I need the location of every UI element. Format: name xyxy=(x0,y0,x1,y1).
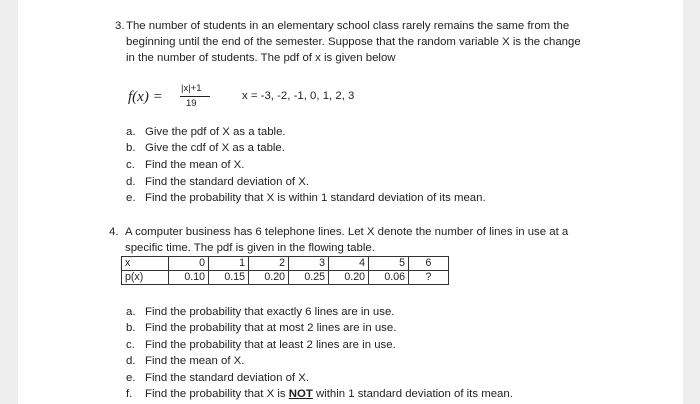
table-cell-x-4: 4 xyxy=(329,257,369,271)
table-cell-p-1: 0.15 xyxy=(209,271,249,285)
q3-part-a-letter: a. xyxy=(126,126,136,138)
table-cell-p-4: 0.20 xyxy=(329,271,369,285)
table-cell-p-3: 0.25 xyxy=(289,271,329,285)
table-cell-x-5: 5 xyxy=(369,257,409,271)
formula-numerator: |x|+1 xyxy=(181,83,202,94)
q3-text-line-2: beginning until the end of the semester. Suppose that the random variable X is the change xyxy=(126,36,581,48)
q3-part-b-text: Give the cdf of X as a table. xyxy=(145,142,285,154)
q4-text-line-1: A computer business has 6 telephone lines. Let X denote the number of lines in use at a xyxy=(125,226,569,238)
table-cell-x-label: x xyxy=(122,257,169,271)
q3-part-d-text: Find the standard deviation of X. xyxy=(145,176,310,188)
table-row-x xyxy=(122,257,449,271)
q3-text-line-1: The number of students in an elementary school class rarely remains the same from the xyxy=(126,20,570,32)
fraction-bar xyxy=(180,96,210,97)
table-cell-p-5: 0.06 xyxy=(369,271,409,285)
q3-number: 3. xyxy=(115,20,125,32)
table-cell-x-1: 1 xyxy=(209,257,249,271)
q4-part-b-letter: b. xyxy=(126,322,136,334)
q4-part-b-text: Find the probability that at most 2 lines are in use. xyxy=(145,322,397,334)
table-cell-p-2: 0.20 xyxy=(249,271,289,285)
table-cell-x-3: 3 xyxy=(289,257,329,271)
table-row-p xyxy=(122,271,449,285)
q4-part-f-before: Find the probability that X is xyxy=(145,388,289,400)
formula-lhs: f(x) = xyxy=(128,89,163,105)
q3-part-c-letter: c. xyxy=(126,159,135,171)
q4-number: 4. xyxy=(109,226,119,238)
table-cell-x-0: 0 xyxy=(169,257,209,271)
table-cell-p-6: ? xyxy=(409,271,449,285)
q3-part-c-text: Find the mean of X. xyxy=(145,159,245,171)
q4-part-a-text: Find the probability that exactly 6 lines are in use. xyxy=(145,306,395,318)
q4-part-d-text: Find the mean of X. xyxy=(145,355,245,367)
formula-domain: x = -3, -2, -1, 0, 1, 2, 3 xyxy=(242,90,355,102)
q4-part-c-letter: c. xyxy=(126,339,135,351)
pdf-table xyxy=(121,256,449,285)
q4-part-f-text xyxy=(145,387,513,401)
q3-part-d-letter: d. xyxy=(126,176,136,188)
q4-part-c-text: Find the probability that at least 2 lines are in use. xyxy=(145,339,396,351)
q3-part-a-text: Give the pdf of X as a table. xyxy=(145,126,286,138)
q4-part-f-letter: f. xyxy=(126,388,133,400)
q4-part-e-letter: e. xyxy=(126,372,136,384)
table-cell-x-6: 6 xyxy=(409,257,449,271)
q4-part-a-letter: a. xyxy=(126,306,136,318)
q4-text-line-2: specific time. The pdf is given in the flowing table. xyxy=(125,242,375,254)
document-page xyxy=(18,0,683,404)
q3-text-line-3: in the number of students. The pdf of x is given below xyxy=(126,52,396,64)
q4-part-e-text: Find the standard deviation of X. xyxy=(145,372,310,384)
table-cell-p-label: p(x) xyxy=(122,271,169,285)
q3-part-e-text: Find the probability that X is within 1 standard deviation of its mean. xyxy=(145,192,486,204)
table-cell-x-2: 2 xyxy=(249,257,289,271)
q4-part-d-letter: d. xyxy=(126,355,136,367)
formula-denominator: 19 xyxy=(186,98,197,109)
q3-part-e-letter: e. xyxy=(126,192,136,204)
q4-part-f-after: within 1 standard deviation of its mean. xyxy=(312,388,513,400)
q3-part-b-letter: b. xyxy=(126,142,136,154)
table-cell-p-0: 0.10 xyxy=(169,271,209,285)
q4-part-f-emphasis: NOT xyxy=(288,388,313,400)
